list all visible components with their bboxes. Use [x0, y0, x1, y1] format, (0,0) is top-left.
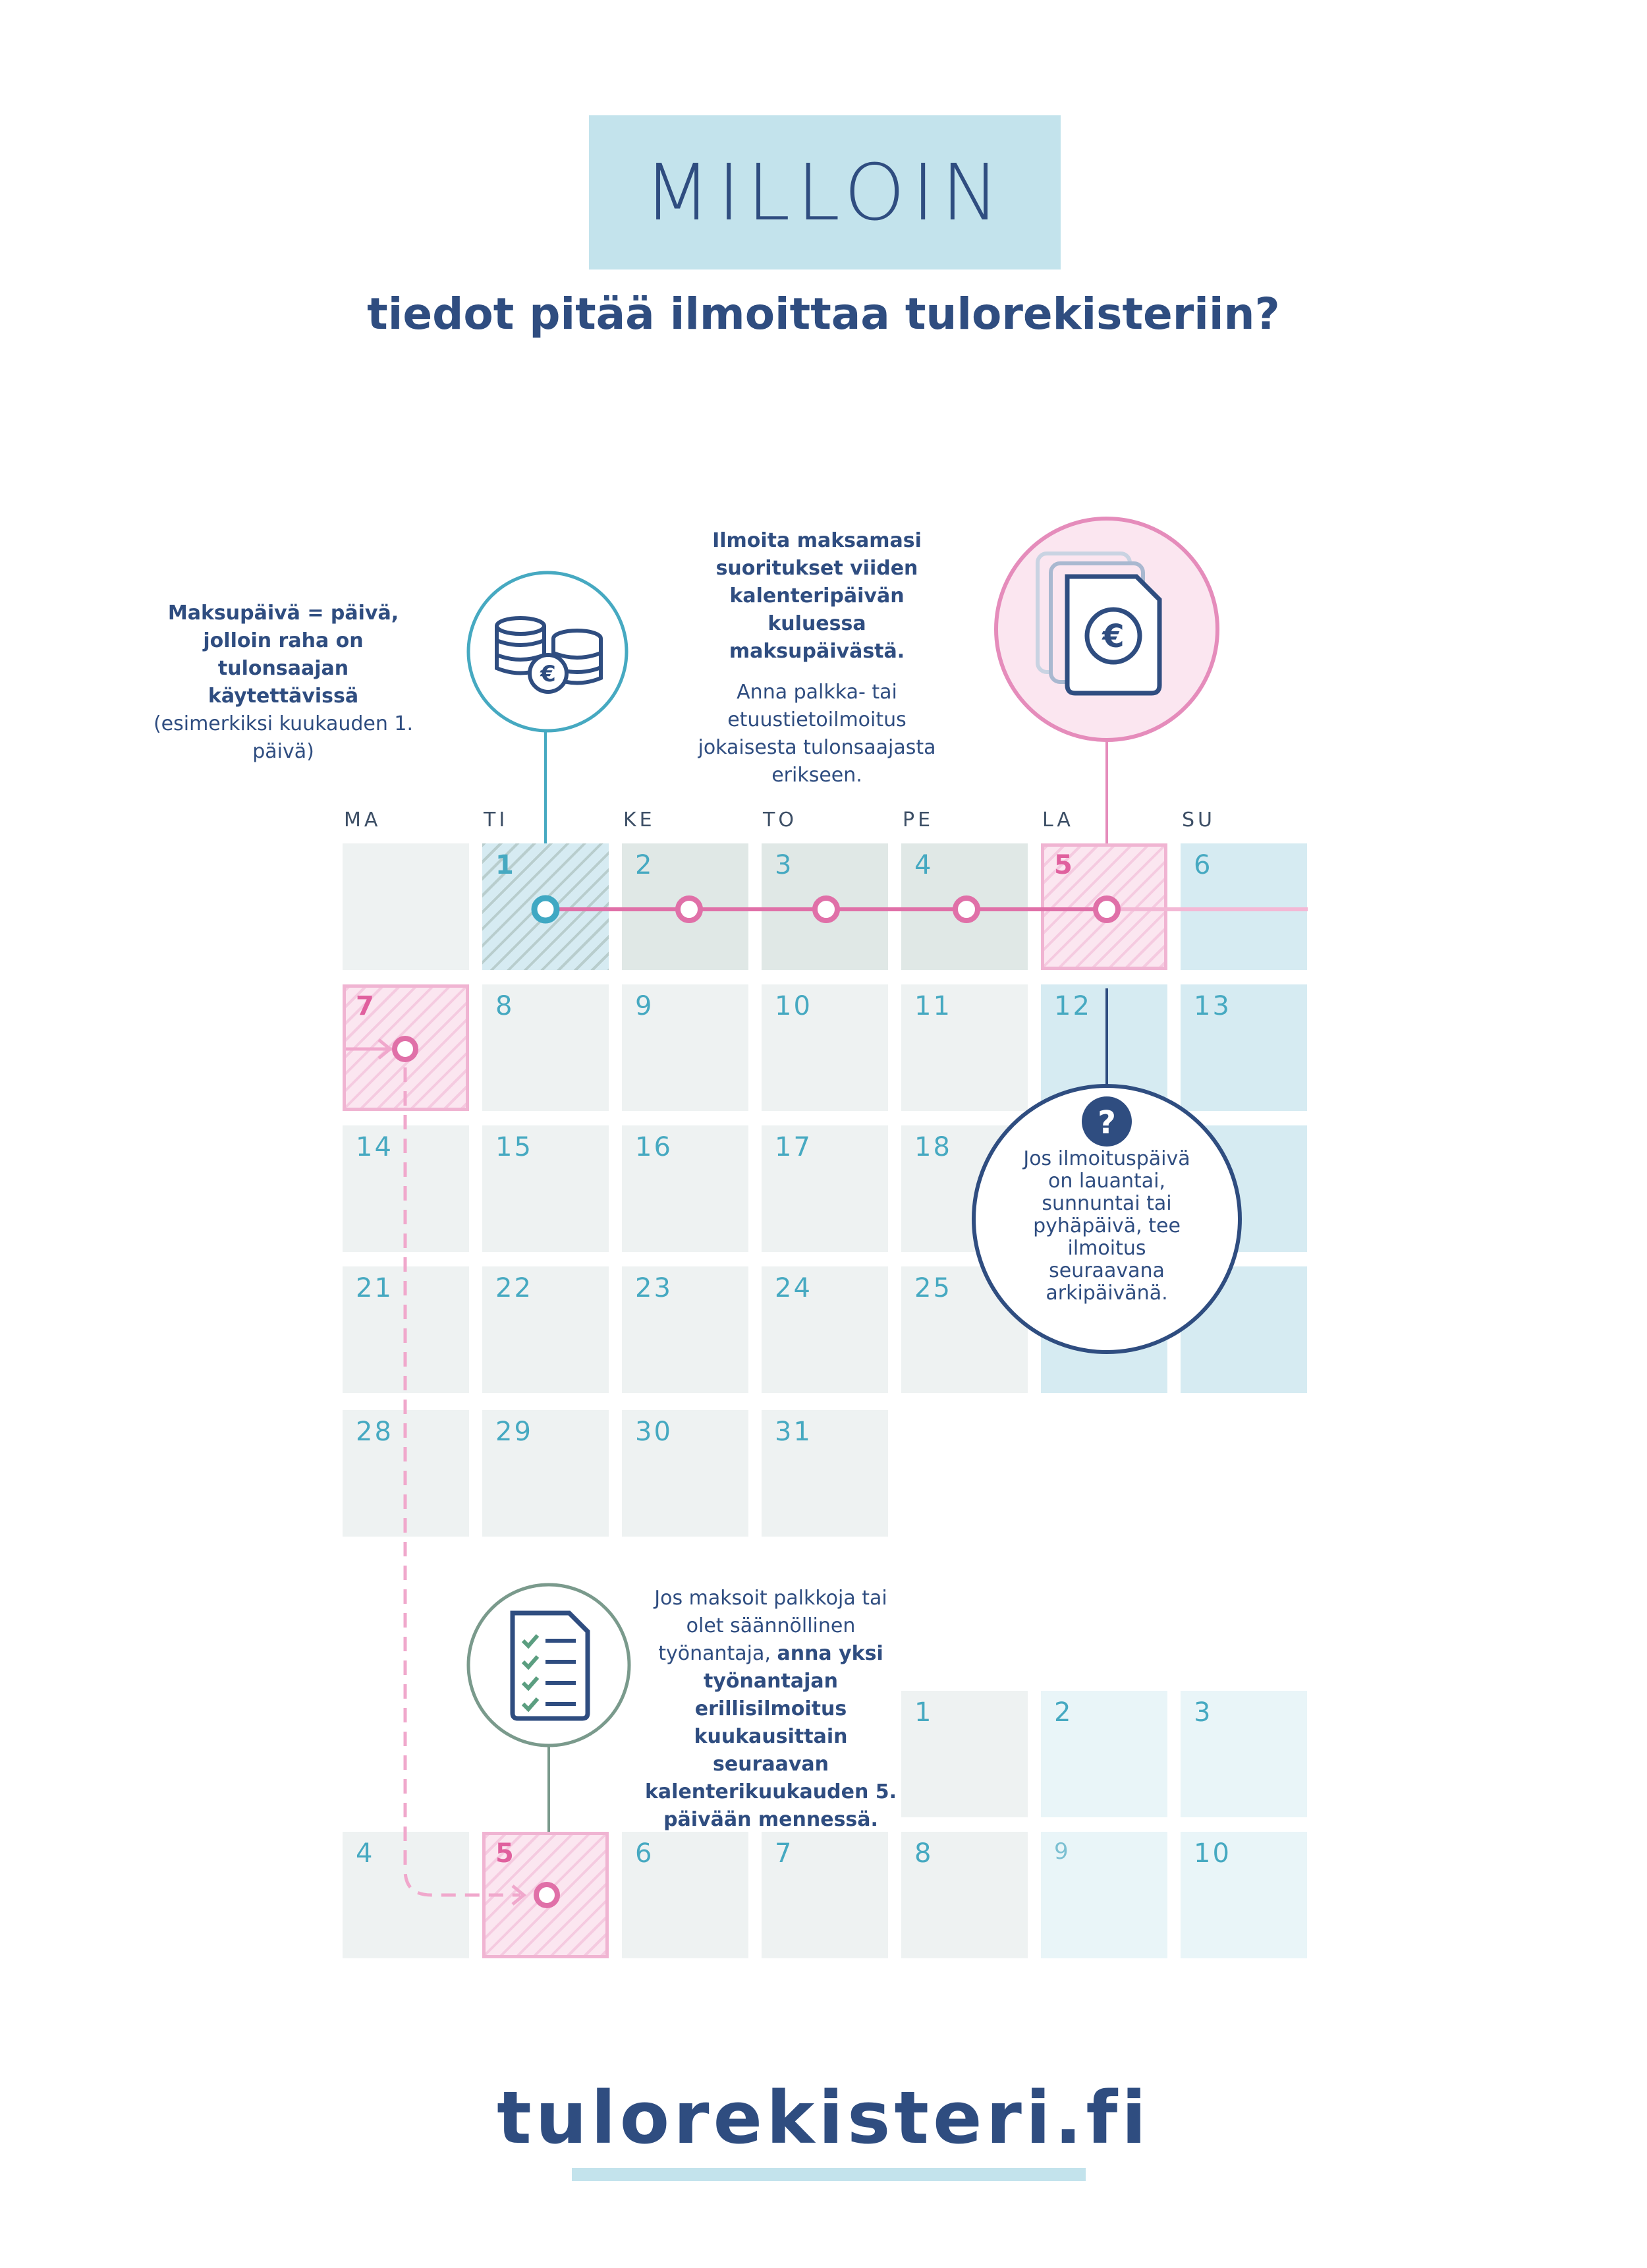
employer-note-bold: anna yksi työnantajan erillisilmoitus kuukausittain seuraavan kalenterikuukauden 5. päivään mennessä. [644, 1642, 897, 1831]
day-number: 10 [775, 991, 812, 1021]
timeline-dot [678, 898, 700, 921]
weekday-su: SU [1182, 808, 1216, 832]
timeline-start-dot [534, 898, 557, 921]
day-number: 5 [1054, 850, 1075, 880]
svg-text:?: ? [1098, 1104, 1116, 1141]
timeline-dot [955, 898, 978, 921]
day-number: 8 [914, 1838, 934, 1869]
timeline-dot [815, 898, 837, 921]
day-number: 21 [356, 1273, 393, 1303]
report-note-bold: Ilmoita maksamasi suoritukset viiden kalenteripäivän kuluessa maksupäivästä. [712, 529, 922, 663]
day-number: 13 [1194, 991, 1231, 1021]
day-number: 16 [635, 1132, 673, 1162]
report-note-normal: Anna palkka- tai etuustietoilmoitus jokaisesta tulonsaajasta erikseen. [698, 681, 936, 787]
day-number: 6 [635, 1838, 654, 1869]
day-number: 28 [356, 1417, 393, 1447]
day-number: 15 [495, 1132, 533, 1162]
weekend-note: Jos ilmoituspäivä on lauantai, sunnuntai tai pyhäpäivä, tee ilmoitus seuraavana arkipäivänä. [1023, 1147, 1190, 1305]
svg-text:€: € [1102, 618, 1125, 655]
weekday-to: TO [763, 808, 797, 832]
euro-document-icon [991, 514, 1222, 745]
day-number: 23 [635, 1273, 673, 1303]
day-number: 24 [775, 1273, 812, 1303]
day-number: 8 [495, 991, 515, 1021]
day-number: 7 [356, 991, 376, 1021]
day-number: 5 [495, 1838, 516, 1869]
day-number: 18 [914, 1132, 952, 1162]
day-number: 10 [1194, 1838, 1231, 1869]
day-number: 9 [1054, 1838, 1071, 1865]
page-subtitle: tiedot pitää ilmoittaa tulorekisteriin? [367, 289, 1280, 339]
weekday-ma: MA [344, 808, 381, 832]
weekday-ti: TI [484, 808, 509, 832]
day-number: 3 [1194, 1697, 1213, 1728]
payday-note-normal: (esimerkiksi kuukauden 1. päivä) [153, 712, 414, 763]
payday-note-bold: Maksupäivä = päivä, jolloin raha on tulonsaajan käytettävissä [167, 602, 399, 708]
day-number: 6 [1194, 850, 1213, 880]
dashed-path [405, 1067, 520, 1895]
day-number: 14 [356, 1132, 393, 1162]
day-number: 25 [914, 1273, 952, 1303]
timeline-dot [1096, 898, 1118, 921]
footer-url[interactable]: tulorekisteri.fi [497, 2076, 1150, 2160]
day-number: 30 [635, 1417, 673, 1447]
day-number: 4 [356, 1838, 375, 1869]
day-number: 29 [495, 1417, 533, 1447]
day-number: 12 [1054, 991, 1092, 1021]
day-number: 1 [914, 1697, 934, 1728]
day-number: 11 [914, 991, 952, 1021]
day-number: 9 [635, 991, 654, 1021]
day-number: 31 [775, 1417, 812, 1447]
day-number: 3 [775, 850, 794, 880]
employer-deadline-dot [536, 1885, 557, 1906]
checklist-icon [465, 1581, 632, 1749]
svg-text:€: € [540, 661, 556, 687]
employer-note [639, 1585, 903, 1834]
day-number: 2 [635, 850, 654, 880]
weekday-pe: PE [903, 808, 934, 832]
weekday-ke: KE [623, 808, 656, 832]
page-title: MILLOIN [644, 147, 1006, 238]
coins-euro-icon [465, 569, 630, 734]
day-number: 4 [914, 850, 934, 880]
shifted-deadline-dot [395, 1038, 416, 1060]
day-number: 2 [1054, 1697, 1073, 1728]
day-number: 22 [495, 1273, 533, 1303]
footer-underline [572, 2168, 1086, 2181]
day-number: 1 [495, 850, 516, 880]
day-number: 17 [775, 1132, 812, 1162]
day-number: 7 [775, 1838, 794, 1869]
employer-note-normal: Jos maksoit palkkoja tai olet säännöllinen työnantaja, [654, 1587, 887, 1665]
weekday-la: LA [1042, 808, 1074, 832]
